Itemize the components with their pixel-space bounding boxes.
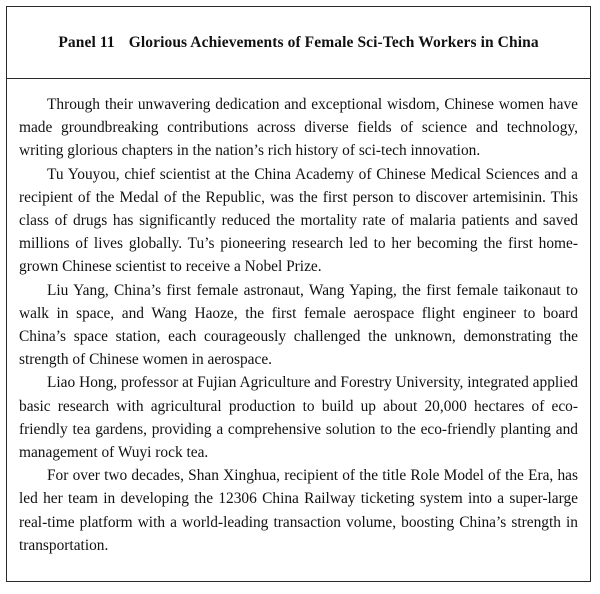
paragraph-shan-xinghua: For over two decades, Shan Xinghua, recipient of the title Role Model of the Era, has led her team in developing the 12306 China Railway ticketing system into a super-large real-time platform with a world-leading transaction volume, boosting China’s strength in transportation. bbox=[19, 467, 578, 554]
panel-title: Glorious Achievements of Female Sci-Tech Workers in China bbox=[128, 33, 539, 51]
paragraph-astronauts: Liu Yang, China’s first female astronaut, Wang Yaping, the first female taikonaut to walk in space, and Wang Haoze, the first female aerospace flight engineer to board China’s space station, each courageously challenged the unknown, demonstrating the strength of Chinese women in aerospace. bbox=[19, 281, 578, 369]
panel-body bbox=[7, 79, 590, 557]
info-panel bbox=[6, 6, 591, 582]
paragraph-intro: Through their unwavering dedication and exceptional wisdom, Chinese women have made groundbreaking contributions across diverse fields of science and technology, writing glorious chapters in the nation’s rich history of sci-tech innovation. bbox=[19, 96, 578, 160]
panel-header bbox=[7, 7, 590, 79]
paragraph-tu-youyou: Tu Youyou, chief scientist at the China Academy of Chinese Medical Sciences and a recipient of the Medal of the Republic, was the first person to discover artemisinin. This class of drugs has significantly reduced the mortality rate of malaria patients and saved millions of lives globally. Tu’s pioneering research led to her becoming the first home-grown Chinese scientist to receive a Nobel Prize. bbox=[19, 165, 578, 276]
paragraph-liao-hong: Liao Hong, professor at Fujian Agriculture and Forestry University, integrated applied basic research with agricultural production to build up about 20,000 hectares of eco-friendly tea gardens, providing a comprehensive solution to the eco-friendly planting and management of Wuyi rock tea. bbox=[19, 374, 578, 462]
panel-number: Panel 11 bbox=[58, 33, 115, 51]
